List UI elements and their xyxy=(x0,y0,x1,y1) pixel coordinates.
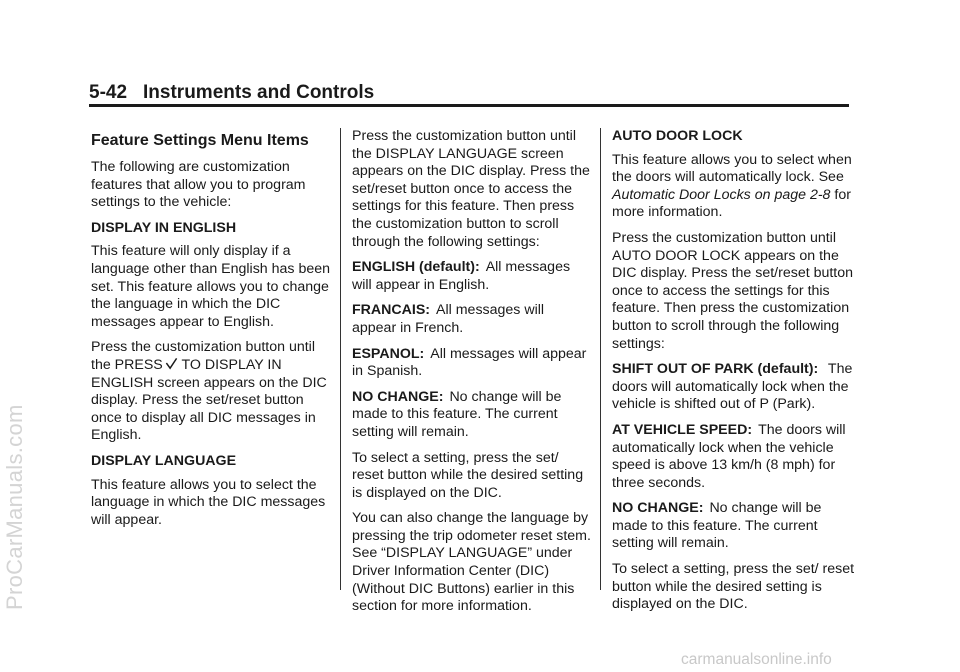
press-text-b: TO DISPLAY IN ENGLISH screen appears on the DIC display. Press the set/reset button once to display all DIC messages in English. xyxy=(91,356,327,444)
setting-description: The doors will automatically lock when the vehicle is shifted out of P (Park). xyxy=(612,361,853,413)
column-divider-2 xyxy=(600,128,601,590)
cross-reference: Automatic Door Locks on page 2-8 xyxy=(612,186,831,203)
setting-francais xyxy=(352,302,592,337)
column-divider-1 xyxy=(340,128,341,590)
setting-no-change xyxy=(612,500,857,553)
press-instruction-paragraph xyxy=(91,339,333,445)
column-1 xyxy=(91,128,333,537)
setting-espanol xyxy=(352,346,592,381)
language-instructions-paragraph: Press the customization button until the DISPLAY LANGUAGE screen appears on the DIC display. Press the set/reset button once to access the settings for this feature. Then press the customization button to scroll through the following settings: xyxy=(352,128,590,250)
column-2 xyxy=(352,128,592,624)
setting-at-vehicle-speed xyxy=(612,422,857,492)
setting-term: SHIFT OUT OF PARK (default): xyxy=(612,361,819,378)
bottom-watermark: carmanualsonline.info xyxy=(681,651,832,668)
intro-text-a: This feature allows you to select when the doors will automatically lock. See xyxy=(612,151,852,186)
setting-shift-out-of-park xyxy=(612,361,857,414)
setting-term: FRANCAIS: xyxy=(352,302,431,319)
page-number: 5-42 xyxy=(89,82,128,103)
setting-no-change xyxy=(352,389,592,442)
section-title: Feature Settings Menu Items xyxy=(91,132,309,149)
setting-description: All messages will appear in Spanish. xyxy=(352,345,587,380)
select-setting-paragraph: To select a setting, press the set/ reset button while the desired setting is displayed on the DIC. xyxy=(352,449,584,501)
setting-term: NO CHANGE: xyxy=(612,500,704,517)
display-in-english-paragraph: This feature will only display if a language other than English has been set. This feature allows you to change the language in which the DIC messages appear to English. xyxy=(91,243,331,330)
intro-text-b: for more information. xyxy=(612,186,851,221)
auto-door-lock-instructions: Press the customization button until AUTO DOOR LOCK appears on the DIC display. Press the set/reset button once to access the settings for this feature. Then press the customization button to scroll through the following settings: xyxy=(612,229,854,352)
press-text-a: Press the customization button until the PRESS xyxy=(91,339,315,373)
setting-term: ESPANOL: xyxy=(352,345,425,362)
setting-description: All messages will appear in English. xyxy=(352,259,571,293)
setting-description: All messages will appear in French. xyxy=(352,302,545,336)
display-language-paragraph: This feature allows you to select the language in which the DIC messages will appear. xyxy=(91,476,326,528)
setting-term: NO CHANGE: xyxy=(352,388,444,405)
display-in-english-heading: DISPLAY IN ENGLISH xyxy=(91,219,237,236)
setting-description: The doors will automatically lock when the vehicle speed is above 13 km/h (8 mph) for three seconds. xyxy=(612,421,846,491)
auto-door-lock-intro xyxy=(612,152,857,222)
setting-description: No change will be made to this feature. The current setting will remain. xyxy=(352,388,562,440)
side-watermark: ProCarManuals.com xyxy=(2,404,27,610)
setting-description: No change will be made to this feature. The current setting will remain. xyxy=(612,500,822,552)
column-3 xyxy=(612,128,857,622)
setting-term: AT VEHICLE SPEED: xyxy=(612,421,753,438)
setting-term: ENGLISH (default): xyxy=(352,259,480,276)
header-rule xyxy=(89,104,849,107)
intro-paragraph: The following are customization features that allow you to program settings to the vehicle: xyxy=(91,159,306,211)
setting-english xyxy=(352,259,592,294)
checkmark-icon xyxy=(165,357,178,370)
chapter-title: Instruments and Controls xyxy=(143,82,375,103)
auto-door-lock-heading: AUTO DOOR LOCK xyxy=(612,128,743,144)
display-language-heading: DISPLAY LANGUAGE xyxy=(91,452,237,469)
select-setting-paragraph: To select a setting, press the set/ reset button while the desired setting is displayed on the DIC. xyxy=(612,561,855,613)
page-header xyxy=(89,82,374,104)
odometer-language-paragraph: You can also change the language by pressing the trip odometer reset stem. See “DISPLAY LANGUAGE” under Driver Information Center (DIC) (Without DIC Buttons) earlier in this section for more information. xyxy=(352,510,591,615)
